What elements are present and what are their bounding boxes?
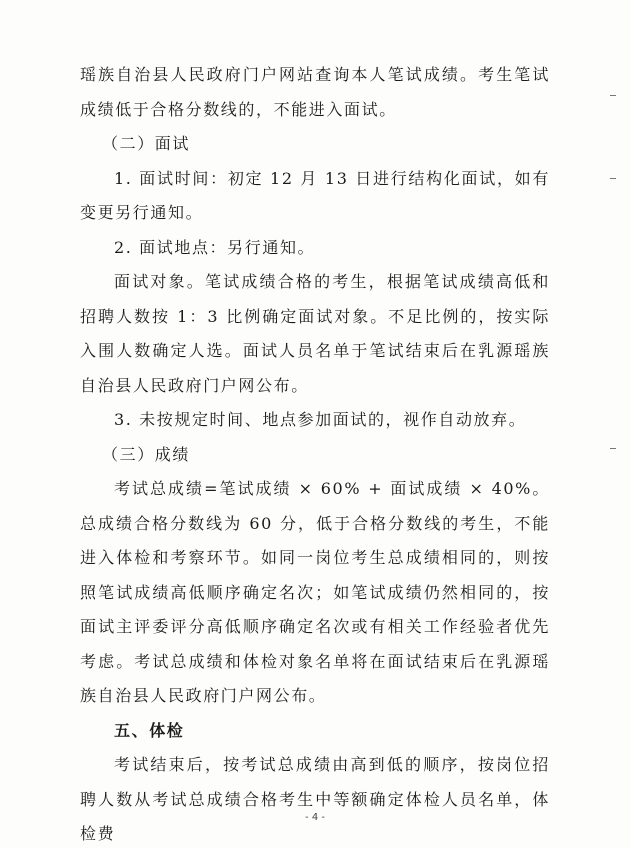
- document-body: [80, 58, 550, 852]
- paragraph-written-exam-result: 瑶族自治县人民政府门户网站查询本人笔试成绩。考生笔试成绩低于合格分数线的，不能进入面试。: [80, 65, 550, 119]
- binding-mark: [610, 178, 616, 179]
- paragraph-interview-time: 1. 面试时间：初定 12 月 13 日进行结构化面试，如有变更另行通知。: [80, 168, 550, 222]
- paragraph-total-score: 考试总成绩=笔试成绩 × 60% + 面试成绩 × 40%。总成绩合格分数线为 60 分，低于合格分数线的考生，不能进入体检和考察环节。如同一岗位考生总成绩相同的，则按照笔试成绩高低顺序确定名次；如笔试成绩仍然相同的，按面试主评委评分高低顺序确定名次或有相关工作经验者优先考虑。考试总成绩和体检对象名单将在面试结束后在乳源瑶族自治县人民政府门户网公布。: [80, 479, 550, 705]
- paragraph-medical-exam: 考试结束后，按考试总成绩由高到低的顺序，按岗位招聘人数从考试总成绩合格考生中等额确定体检人员名单，体检费: [80, 755, 550, 843]
- page-number: - 4 -: [305, 812, 325, 823]
- section-heading-medical-exam: 五、体检: [114, 720, 185, 740]
- paragraph-interview-candidates: 面试对象。笔试成绩合格的考生，根据笔试成绩高低和招聘人数按 1：3 比例确定面试对象。不足比例的，按实际入围人数确定人选。面试人员名单于笔试结束后在乳源瑶族自治县人民政府门户网公布。: [80, 272, 550, 395]
- subheading-interview: （二）面试: [102, 134, 191, 153]
- binding-mark: [610, 95, 616, 96]
- subheading-scores: （三）成绩: [102, 444, 191, 464]
- paragraph-interview-location: 2. 面试地点：另行通知。: [114, 237, 316, 257]
- paragraph-interview-absence: 3. 未按规定时间、地点参加面试的，视作自动放弃。: [114, 410, 527, 429]
- binding-mark: [610, 448, 616, 449]
